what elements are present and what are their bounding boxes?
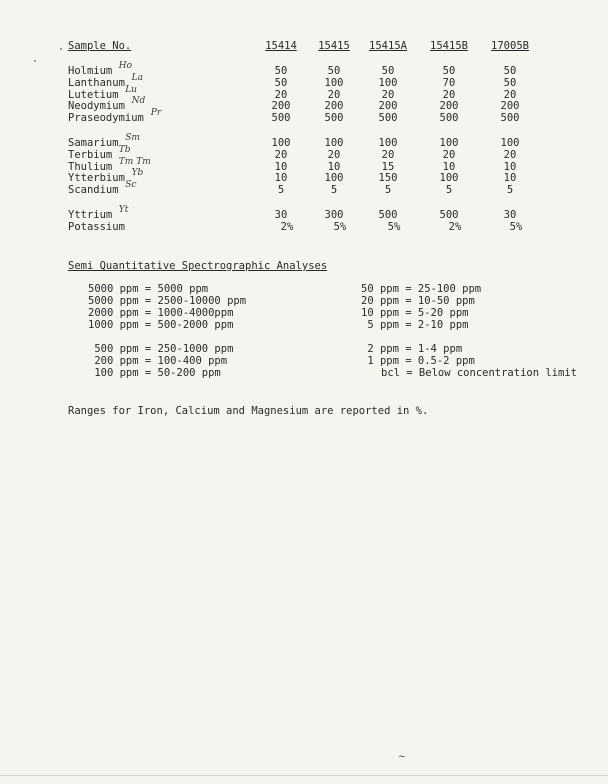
sample-header: 15415 <box>318 40 350 52</box>
legend-line: 5000 ppm = 2500-10000 ppm <box>88 295 247 307</box>
value-cell: 200 <box>324 100 344 112</box>
handwritten-symbol: La <box>131 73 143 83</box>
value-cell: 50 <box>327 65 341 77</box>
sample-header: 15415A <box>369 40 407 52</box>
value-cell: 2% <box>448 221 462 233</box>
element-name: Lanthanum <box>68 77 125 89</box>
value-cell: 100 <box>439 137 459 149</box>
value-cell: 20 <box>274 149 288 161</box>
page-edge <box>0 775 608 776</box>
legend-line: 2 ppm = 1-4 ppm <box>361 343 463 355</box>
value-cell: 500 <box>271 112 291 124</box>
legend-line: 1000 ppm = 500-2000 ppm <box>88 319 234 331</box>
sample-header: 17005B <box>491 40 529 52</box>
element-name: Terbium <box>68 149 113 161</box>
value-cell: 20 <box>381 149 395 161</box>
value-cell: 100 <box>378 77 398 89</box>
value-cell: 10 <box>327 161 341 173</box>
handwritten-symbol: Ho <box>118 61 133 71</box>
value-cell: 50 <box>503 77 517 89</box>
element-name: Samarium <box>68 137 119 149</box>
value-cell: 100 <box>324 77 344 89</box>
legend-line: 1 ppm = 0.5-2 ppm <box>361 355 475 367</box>
handwritten-symbol: Yt <box>118 205 129 215</box>
legend-line: 50 ppm = 25-100 ppm <box>361 283 482 295</box>
element-name: Ytterbium <box>68 172 125 184</box>
bottom-scribble: ~ <box>398 752 406 762</box>
value-cell: 50 <box>381 65 395 77</box>
legend-line: 2000 ppm = 1000-4000ppm <box>88 307 234 319</box>
legend-line: 200 ppm = 100-400 ppm <box>88 355 228 367</box>
handwritten-symbol: Tm Tm <box>118 157 151 167</box>
value-cell: 100 <box>439 172 459 184</box>
value-cell: 10 <box>274 172 288 184</box>
value-cell: 500 <box>439 112 459 124</box>
element-name: Yttrium <box>68 209 113 221</box>
value-cell: 10 <box>274 161 288 173</box>
value-cell: 500 <box>378 112 398 124</box>
value-cell: 200 <box>378 100 398 112</box>
value-cell: 5 <box>330 184 338 196</box>
legend-line: 100 ppm = 50-200 ppm <box>88 367 221 379</box>
value-cell: 300 <box>324 209 344 221</box>
value-cell: 200 <box>271 100 291 112</box>
legend-line: 5000 ppm = 5000 ppm <box>88 283 209 295</box>
element-name: Thulium <box>68 161 113 173</box>
legend-line: bcl = Below concentration limit <box>381 367 577 379</box>
legend-line: 20 ppm = 10-50 ppm <box>361 295 475 307</box>
value-cell: 10 <box>503 161 517 173</box>
value-cell: 500 <box>324 112 344 124</box>
value-cell: 5 <box>384 184 392 196</box>
margin-mark <box>34 60 36 62</box>
value-cell: 150 <box>378 172 398 184</box>
value-cell: 5 <box>445 184 453 196</box>
value-cell: 20 <box>442 149 456 161</box>
legend-line: 5 ppm = 2-10 ppm <box>361 319 469 331</box>
value-cell: 20 <box>381 89 395 101</box>
value-cell: 30 <box>503 209 517 221</box>
element-name: Lutetium <box>68 89 119 101</box>
handwritten-symbol: Pr <box>150 108 162 118</box>
sample-header: 15415B <box>430 40 468 52</box>
value-cell: 20 <box>327 89 341 101</box>
value-cell: 200 <box>500 100 520 112</box>
value-cell: 5% <box>333 221 347 233</box>
legend-title: Semi Quantitative Spectrographic Analyses <box>68 260 328 272</box>
element-name: Potassium <box>68 221 125 233</box>
value-cell: 100 <box>324 172 344 184</box>
value-cell: 15 <box>381 161 395 173</box>
value-cell: 100 <box>500 137 520 149</box>
value-cell: 100 <box>324 137 344 149</box>
handwritten-symbol: Nd <box>131 96 146 106</box>
value-cell: 20 <box>503 149 517 161</box>
value-cell: 200 <box>439 100 459 112</box>
value-cell: 70 <box>442 77 456 89</box>
value-cell: 5% <box>509 221 523 233</box>
legend-line: 500 ppm = 250-1000 ppm <box>88 343 234 355</box>
value-cell: 10 <box>442 161 456 173</box>
value-cell: 50 <box>274 77 288 89</box>
value-cell: 50 <box>503 65 517 77</box>
value-cell: 5 <box>506 184 514 196</box>
element-name: Scandium <box>68 184 119 196</box>
value-cell: 20 <box>274 89 288 101</box>
handwritten-symbol: Yb <box>131 168 144 178</box>
margin-mark <box>60 48 62 50</box>
sample-no-label: Sample No. <box>68 40 132 52</box>
value-cell: 50 <box>274 65 288 77</box>
value-cell: 50 <box>442 65 456 77</box>
element-name: Praseodymium <box>68 112 144 124</box>
value-cell: 2% <box>280 221 294 233</box>
value-cell: 100 <box>378 137 398 149</box>
value-cell: 5% <box>387 221 401 233</box>
value-cell: 500 <box>439 209 459 221</box>
value-cell: 20 <box>327 149 341 161</box>
value-cell: 10 <box>503 172 517 184</box>
handwritten-symbol: Lu <box>125 85 137 95</box>
handwritten-symbol: Sm <box>125 133 140 143</box>
value-cell: 500 <box>378 209 398 221</box>
legend-line: 10 ppm = 5-20 ppm <box>361 307 469 319</box>
value-cell: 500 <box>500 112 520 124</box>
value-cell: 5 <box>277 184 285 196</box>
value-cell: 100 <box>271 137 291 149</box>
sample-header: 15414 <box>265 40 297 52</box>
handwritten-symbol: Tb <box>118 145 131 155</box>
element-name: Neodymium <box>68 100 125 112</box>
handwritten-symbol: Sc <box>125 180 137 190</box>
value-cell: 30 <box>274 209 288 221</box>
value-cell: 20 <box>503 89 517 101</box>
footnote: Ranges for Iron, Calcium and Magnesium are reported in %. <box>68 405 429 417</box>
element-name: Holmium <box>68 65 113 77</box>
value-cell: 20 <box>442 89 456 101</box>
